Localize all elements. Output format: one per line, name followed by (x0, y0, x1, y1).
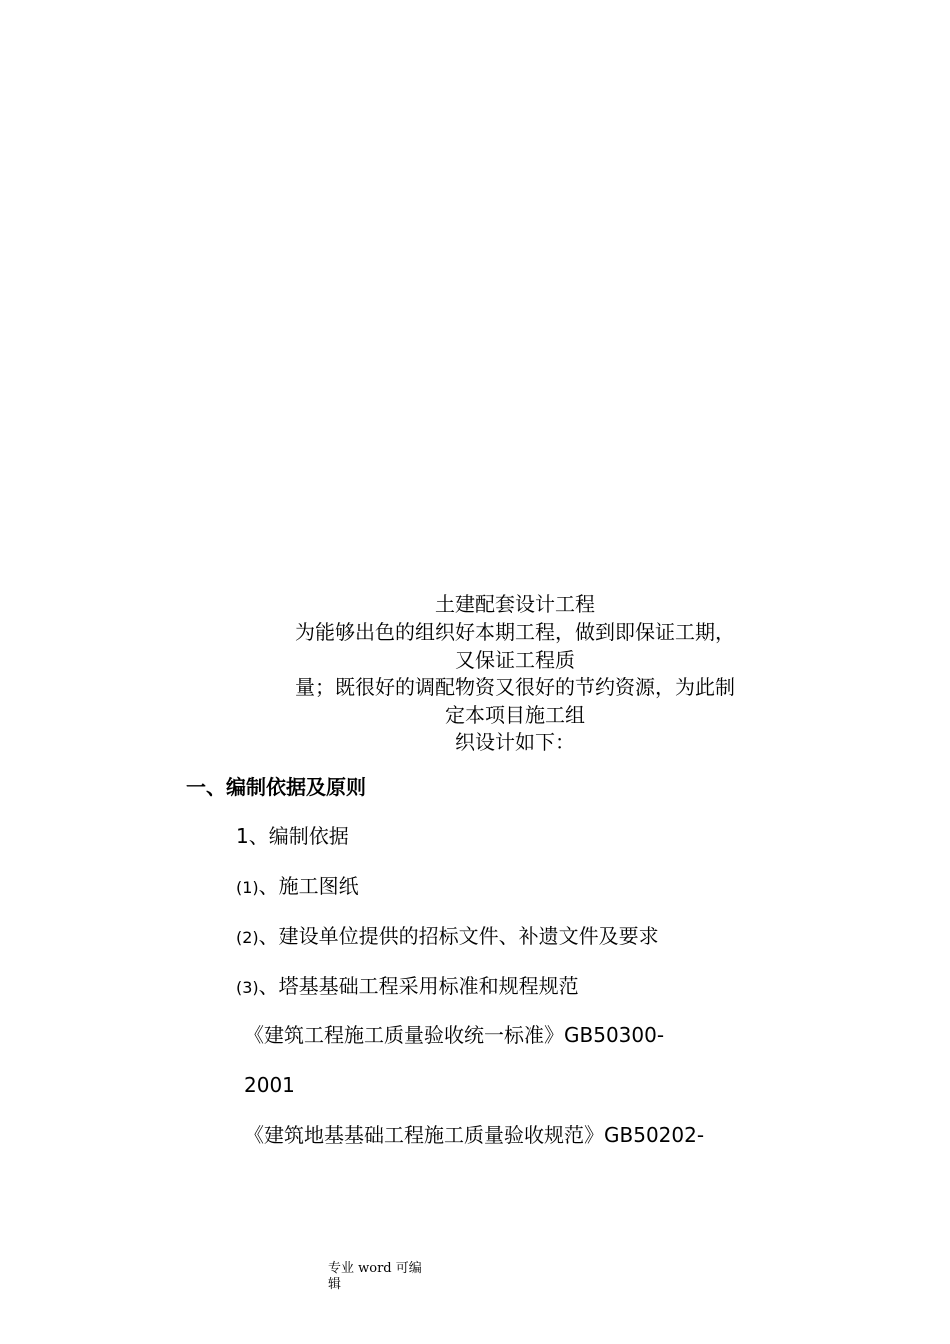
list-item-number: (1) (236, 878, 259, 897)
subsection-heading: 1、编制依据 (236, 824, 349, 848)
list-item-number: (2) (236, 928, 259, 947)
list-item (236, 872, 359, 902)
footer-line-2: 辑 (328, 1277, 342, 1292)
list-item-number: (3) (236, 978, 259, 997)
intro-line-3: 量；既很好的调配物资又很好的节约资源，为此制 (295, 675, 735, 699)
standard-line: 2001 (244, 1073, 295, 1097)
list-item-text: 、施工图纸 (258, 874, 359, 898)
intro-line-1: 为能够出色的组织好本期工程，做到即保证工期， (295, 620, 735, 644)
list-item-text: 、塔基基础工程采用标准和规程规范 (258, 974, 579, 998)
intro-line-2: 又保证工程质 (455, 648, 575, 672)
doc-title: 土建配套设计工程 (435, 592, 595, 616)
list-item (236, 972, 579, 1002)
intro-line-5: 织设计如下： (455, 730, 575, 754)
standard-line: 《建筑地基基础工程施工质量验收规范》GB50202- (244, 1123, 705, 1147)
standard-line: 《建筑工程施工质量验收统一标准》GB50300- (244, 1023, 665, 1047)
list-item (236, 922, 659, 952)
list-item-text: 、建设单位提供的招标文件、补遗文件及要求 (258, 924, 659, 948)
intro-line-4: 定本项目施工组 (445, 703, 585, 727)
footer-line-1: 专业 word 可编 (328, 1261, 422, 1276)
section-heading: 一、编制依据及原则 (186, 775, 366, 799)
